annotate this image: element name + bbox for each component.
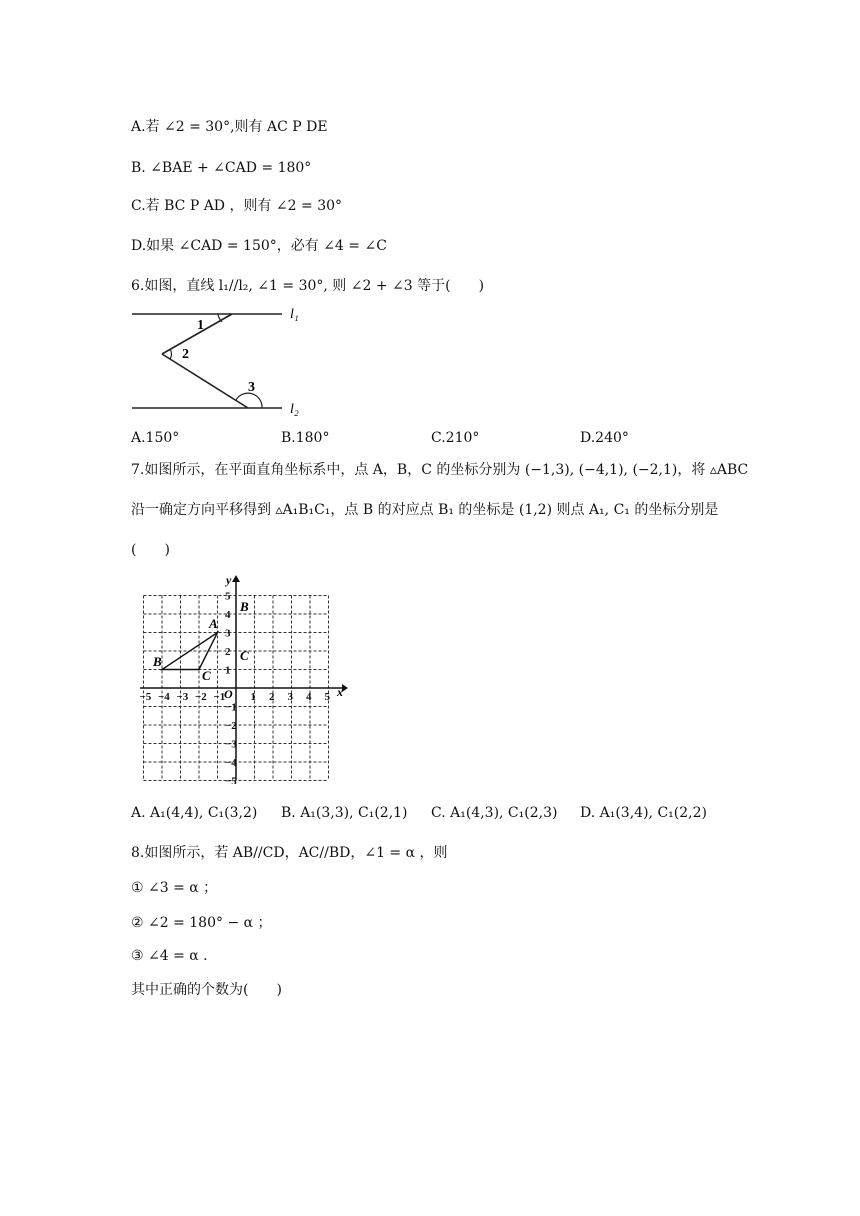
point-c-label: C xyxy=(202,668,211,683)
q8-item-3: ③ ∠4 = α . xyxy=(131,948,208,964)
y-tick-label: −2 xyxy=(225,720,237,732)
q7-coordinate-grid-figure xyxy=(138,574,348,784)
y-axis-label: y xyxy=(226,574,232,587)
point-a-label: A xyxy=(209,616,218,631)
l2-label: l₂ xyxy=(290,402,299,417)
q8-item-1: ① ∠3 = α ； xyxy=(131,880,218,896)
x-tick-label: −1 xyxy=(213,691,226,703)
angle2-label: 2 xyxy=(182,347,189,362)
q7-stem-line2: 沿一确定方向平移得到 ▵A₁B₁C₁，点 B 的对应点 B₁ 的坐标是 (1,2) 则点 A₁, C₁ 的坐标分别是 xyxy=(131,502,719,518)
q6-option-c: C.210° xyxy=(431,430,480,446)
q6-stem: 6.如图，直线 l₁//l₂, ∠1 = 30°, 则 ∠2 + ∠3 等于( ) xyxy=(131,278,485,294)
y-tick-label: −5 xyxy=(225,775,237,784)
point-c-shifted-label: C xyxy=(240,648,249,663)
q7-option-d: D. A₁(3,4), C₁(2,2) xyxy=(580,805,707,821)
x-tick-label: 2 xyxy=(269,691,275,703)
point-b-shifted-label: B xyxy=(240,599,249,614)
x-tick-label: 3 xyxy=(287,691,293,703)
x-tick-label: 1 xyxy=(250,691,256,703)
y-axis-arrow xyxy=(232,575,240,582)
q8-stem: 8.如图所示，若 AB//CD，AC//BD，∠1 = α ，则 xyxy=(131,845,448,861)
q6-option-d: D.240° xyxy=(580,430,629,446)
q6-parallel-lines-figure xyxy=(130,302,310,422)
q6-option-a: A.150° xyxy=(131,430,180,446)
point-b-label: B xyxy=(153,654,162,669)
angle1-label: 1 xyxy=(197,318,204,333)
q5-option-c: C.若 BC P AD ，则有 ∠2 = 30° xyxy=(131,198,343,214)
x-tick-label: −5 xyxy=(139,691,152,703)
x-axis-label: x xyxy=(337,685,343,699)
q7-option-a: A. A₁(4,4), C₁(3,2) xyxy=(131,805,258,821)
y-tick-label: 1 xyxy=(225,664,231,677)
y-tick-label: −4 xyxy=(225,757,237,769)
origin-label: O xyxy=(224,687,233,701)
angle2-arc xyxy=(170,349,172,359)
q7-stem-line1: 7.如图所示，在平面直角坐标系中，点 A，B，C 的坐标分别为 (−1,3), (−4,1), (−2,1)，将 ▵ABC xyxy=(131,462,749,478)
transversal-lower xyxy=(162,354,248,408)
q5-option-a: A.若 ∠2 = 30°,则有 AC P DE xyxy=(131,119,328,135)
y-tick-label: 3 xyxy=(225,627,231,640)
x-tick-label: 5 xyxy=(324,691,330,703)
l1-label: l₁ xyxy=(290,307,299,322)
y-tick-label: 5 xyxy=(225,590,231,603)
x-tick-label: −3 xyxy=(176,691,189,703)
q7-stem-line3: ( ) xyxy=(131,542,170,558)
q5-option-d: D.如果 ∠CAD = 150°，必有 ∠4 = ∠C xyxy=(131,238,387,254)
y-tick-label: 4 xyxy=(225,609,231,621)
q7-option-c: C. A₁(4,3), C₁(2,3) xyxy=(431,805,558,821)
q8-question: 其中正确的个数为( ) xyxy=(131,982,282,998)
y-tick-label: 2 xyxy=(225,646,231,658)
q5-option-b: B. ∠BAE + ∠CAD = 180° xyxy=(131,160,312,176)
angle3-arc xyxy=(236,393,262,408)
q6-option-b: B.180° xyxy=(281,430,330,446)
y-tick-label: −3 xyxy=(225,738,237,751)
x-tick-label: 4 xyxy=(306,691,312,703)
angle3-label: 3 xyxy=(248,380,255,395)
q7-option-b: B. A₁(3,3), C₁(2,1) xyxy=(281,805,408,821)
x-tick-label: −2 xyxy=(195,691,207,703)
y-tick-label: −1 xyxy=(225,701,237,714)
x-tick-label: −4 xyxy=(158,691,170,703)
q8-item-2: ② ∠2 = 180° − α ； xyxy=(131,915,272,931)
